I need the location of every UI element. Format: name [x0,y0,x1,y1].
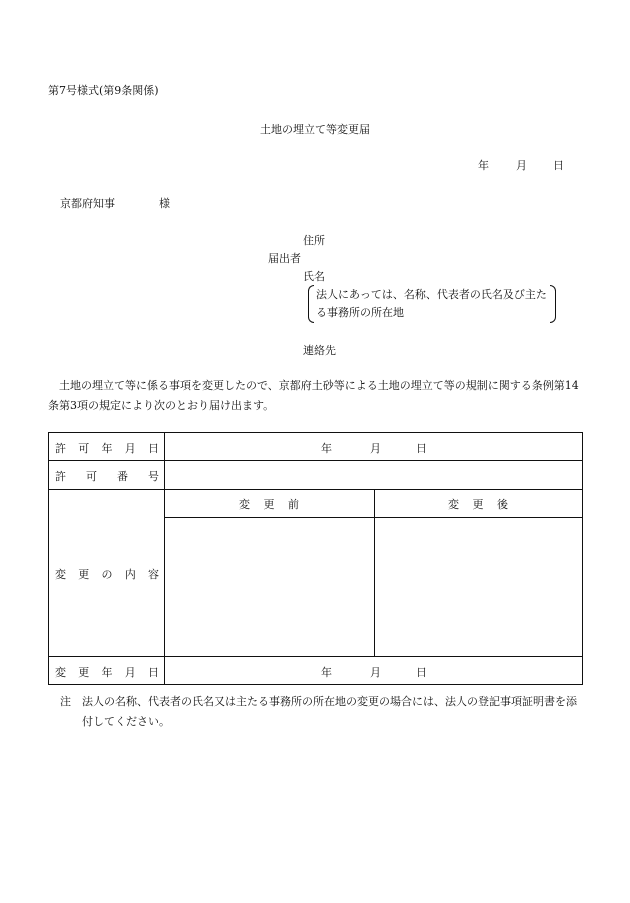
label-column-divider [164,433,165,684]
form-number: 第7号様式(第9条関係) [48,84,159,97]
footnote-text: 法人の名称、代表者の氏名又は主たる事務所の所在地の変更の場合には、法人の登記事項証明書を添付してください。 [82,695,577,728]
corporate-note [308,285,556,325]
after-change-header: 変 更 後 [448,498,508,511]
footnote [60,692,585,732]
governor-title: 京都府知事 [60,197,115,210]
permit-date-year: 年 [321,442,332,455]
document-title: 土地の埋立て等変更届 [260,123,370,136]
permit-number-field[interactable] [169,464,369,484]
change-date-year: 年 [321,666,332,679]
corporate-note-text: 法人にあっては、名称、代表者の氏名及び主たる事務所の所在地 [316,288,547,319]
before-after-divider [374,489,375,656]
row-divider [164,517,582,518]
addressee [60,195,170,211]
permit-number-label: 許 可 番 号 [55,470,159,483]
submission-date-line [478,157,564,173]
contact-label: 連絡先 [303,344,336,357]
row-divider [49,656,582,657]
permit-date-day: 日 [416,442,427,455]
address-label: 住所 [303,234,325,247]
after-change-field[interactable] [377,521,581,653]
applicant-label: 届出者 [268,252,301,265]
footnote-mark: 注 [60,695,71,708]
before-change-field[interactable] [167,521,371,653]
change-date-month: 月 [370,666,381,679]
honorific: 様 [159,197,170,210]
row-divider [49,489,582,490]
change-content-label: 変 更 の 内 容 [55,568,159,581]
change-date-day: 日 [416,666,427,679]
before-change-header: 変 更 前 [239,498,299,511]
change-notification-table [48,432,583,685]
permit-date-month: 月 [370,442,381,455]
month-label: 月 [516,159,527,172]
year-label: 年 [478,159,489,172]
day-label: 日 [553,159,564,172]
change-date-label: 変 更 年 月 日 [55,666,159,679]
name-label: 氏名 [303,270,325,283]
left-bracket [308,285,314,323]
permit-date-label: 許 可 年 月 日 [55,442,159,455]
body-text: 土地の埋立て等に係る事項を変更したので、京都府土砂等による土地の埋立て等の規制に関する条例第14条第3項の規定により次のとおり届け出ます。 [48,379,579,412]
row-divider [49,460,582,461]
right-bracket [550,285,556,323]
